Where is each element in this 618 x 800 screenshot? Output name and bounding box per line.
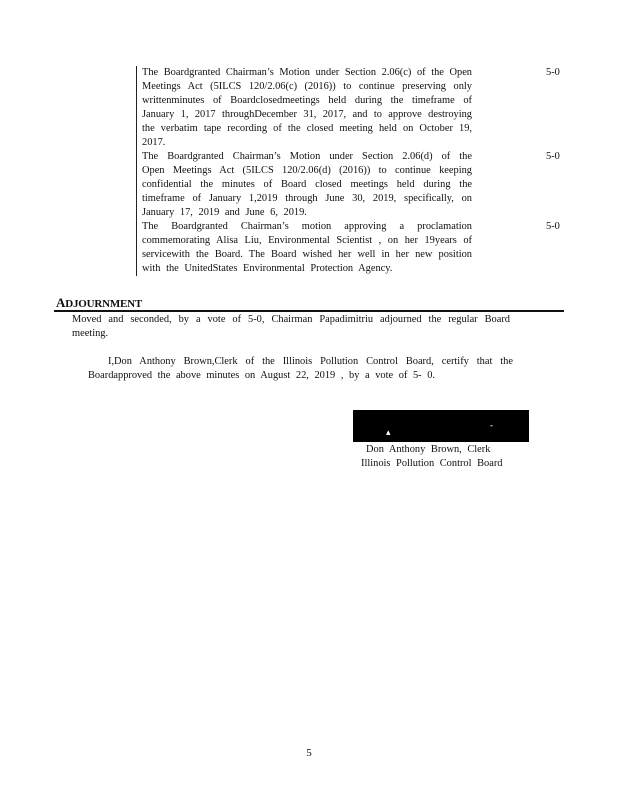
page-number: 5 — [306, 747, 312, 759]
motion-vote: 5-0 — [546, 221, 560, 232]
motion-text: The Boardgranted Chairman’s Motion under Section 2.06(d) of the Open Meetings Act (5ILCS 120/2.06(d) (2016)) to continue keeping confidential the minutes of Board closed meetings held during the timeframe of January 1,2019 through June 30, 2019, specifically, on January 17, 2019 and June 6, 2019. — [142, 151, 472, 218]
cursor-icon: ▴ — [386, 427, 391, 437]
motion-item — [137, 220, 577, 276]
motion-text: The Boardgranted Chairman’s motion approving a proclamation commemorating Alisa Liu, Environmental Scientist , on her 19years of servicewith the Board. The Board wished her well in her new position with the UnitedStates Environmental Protection Agency. — [142, 221, 472, 274]
signature-mark: - — [490, 420, 493, 430]
section-rule — [54, 310, 564, 312]
signer-name: Don Anthony Brown, Clerk — [366, 444, 491, 455]
motion-vote: 5-0 — [546, 151, 560, 162]
motion-vote: 5-0 — [546, 67, 560, 78]
certification-text: I,Don Anthony Brown,Clerk of the Illinois Pollution Control Board, certify that the Boardapproved the above minutes on August 22, 2019 , by a vote of 5- 0. — [88, 356, 513, 381]
redacted-signature — [353, 410, 529, 442]
motion-item — [137, 150, 577, 220]
motions-list — [136, 66, 577, 276]
signer-organization: Illinois Pollution Control Board — [361, 458, 503, 469]
motion-text: The Boardgranted Chairman’s Motion under Section 2.06(c) of the Open Meetings Act (5ILCS 120/2.06(c) (2016)) to continue preserving only writtenminutes of Boardclosedmeetings held during the timeframe of January 1, 2017 throughDecember 31, 2017, and to approve destroying the verbatim tape recording of the closed meeting held on October 19, 2017. — [142, 67, 472, 148]
motion-item — [137, 66, 577, 150]
adjournment-text: Moved and seconded, by a vote of 5-0, Chairman Papadimitriu adjourned the regular Board meeting. — [72, 314, 510, 339]
adjournment-heading: ADJOURNMENT — [56, 295, 143, 310]
